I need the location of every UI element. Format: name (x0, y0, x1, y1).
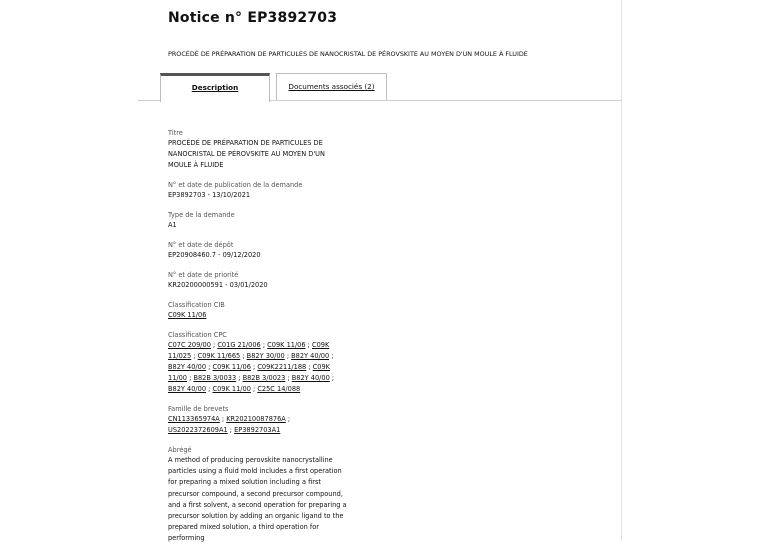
link-separator: ; (250, 363, 258, 371)
classification-link[interactable]: C09K 11/06 (168, 311, 207, 319)
classification-link[interactable]: C09K 11/025 (168, 341, 330, 360)
classification-link[interactable]: C07C 209/00 (168, 341, 211, 349)
classification-link[interactable]: B82Y 40/00 (291, 374, 330, 382)
classification-link[interactable]: C09K 11/06 (267, 341, 306, 349)
classification-link[interactable]: C09K2211/188 (257, 363, 307, 371)
link-separator: ; (210, 341, 218, 349)
field-label: Classification CPC (168, 331, 227, 339)
classification-link[interactable]: B82Y 40/00 (291, 352, 330, 360)
link-separator: ; (206, 363, 213, 371)
link-separator: ; (285, 374, 292, 382)
field-links (168, 414, 348, 436)
field-links (168, 340, 348, 395)
field-depot (168, 240, 348, 261)
field-cpc (168, 330, 348, 395)
classification-link[interactable]: B82B 3/0033 (193, 374, 237, 382)
classification-link[interactable]: B82Y 30/00 (246, 352, 285, 360)
field-value: PROCÉDÉ DE PRÉPARATION DE PARTICULES DE NANOCRISTAL DE PÉROVSKITE AU MOYEN D'UN MOULE À FLUIDE (168, 139, 325, 169)
link-separator: ; (329, 352, 334, 360)
classification-link[interactable]: B82B 3/0023 (242, 374, 286, 382)
link-separator: ; (260, 341, 268, 349)
field-label: Titre (168, 129, 183, 137)
field-label: N° et date de dépôt (168, 241, 234, 249)
classification-link[interactable]: CN113365974A (168, 415, 220, 423)
field-value: KR20200000591 - 03/01/2020 (168, 281, 268, 289)
link-separator: ; (206, 385, 213, 393)
classification-link[interactable]: C09K 11/06 (212, 363, 251, 371)
field-publication (168, 180, 348, 201)
field-value: EP20908460.7 - 09/12/2020 (168, 251, 261, 259)
tab-description-label: Description (191, 83, 239, 92)
tab-documents-label: Documents associés (2) (288, 82, 375, 91)
field-value: A1 (168, 221, 177, 229)
field-label: Famille de brevets (168, 405, 229, 413)
field-type (168, 210, 348, 231)
classification-link[interactable]: B82Y 40/00 (168, 363, 207, 371)
link-separator: ; (284, 352, 292, 360)
link-separator: ; (240, 352, 247, 360)
classification-link[interactable]: B82Y 40/00 (168, 385, 207, 393)
page-border-line (621, 0, 622, 541)
description-content (168, 128, 348, 554)
link-separator: ; (219, 415, 227, 423)
field-famille (168, 404, 348, 436)
classification-link[interactable]: KR20210087876A (226, 415, 286, 423)
classification-link[interactable]: C09K 11/665 (197, 352, 241, 360)
link-separator: ; (305, 341, 312, 349)
field-label: Classification CIB (168, 301, 225, 309)
field-label: Type de la demande (168, 211, 235, 219)
page-title: Notice n° EP3892703 (168, 10, 338, 26)
link-separator: ; (227, 426, 235, 434)
field-abrege (168, 445, 348, 545)
tab-description[interactable] (160, 73, 270, 102)
classification-link[interactable]: C01G 21/006 (217, 341, 261, 349)
classification-link[interactable]: C09K 11/00 (168, 363, 330, 382)
classification-link[interactable]: C25C 14/088 (257, 385, 301, 393)
field-label: N° et date de priorité (168, 271, 239, 279)
link-separator: ; (329, 374, 335, 382)
field-titre (168, 128, 348, 171)
classification-link[interactable]: US2022372609A1 (168, 426, 228, 434)
link-separator: ; (191, 352, 198, 360)
link-separator: ; (187, 374, 194, 382)
field-label: N° et date de publication de la demande (168, 181, 303, 189)
tab-documents-associes[interactable] (276, 73, 387, 100)
link-separator: ; (250, 385, 258, 393)
link-separator: ; (306, 363, 313, 371)
classification-link[interactable]: EP3892703A1 (234, 426, 281, 434)
classification-link[interactable]: C09K 11/00 (212, 385, 251, 393)
abstract-text: A method of producing perovskite nanocrystalline particles using a fluid mold includes a first operation for preparing a mixed solution including a first precursor compound, a second precursor compound, and a first solvent, a second operation for preparing a precursor solution by adding an organic ligand to the prepared mixed solution, a third operation for performing (168, 456, 347, 543)
link-separator: ; (285, 415, 291, 423)
field-cib (168, 300, 348, 321)
field-priorite (168, 270, 348, 291)
field-links (168, 310, 348, 321)
field-label: Abrégé (168, 446, 192, 454)
page-subtitle: PROCÉDÉ DE PRÉPARATION DE PARTICULES DE NANOCRISTAL DE PÉROVSKITE AU MOYEN D'UN MOULE À FLUIDE (168, 50, 528, 58)
link-separator: ; (236, 374, 243, 382)
field-value: EP3892703 - 13/10/2021 (168, 191, 251, 199)
